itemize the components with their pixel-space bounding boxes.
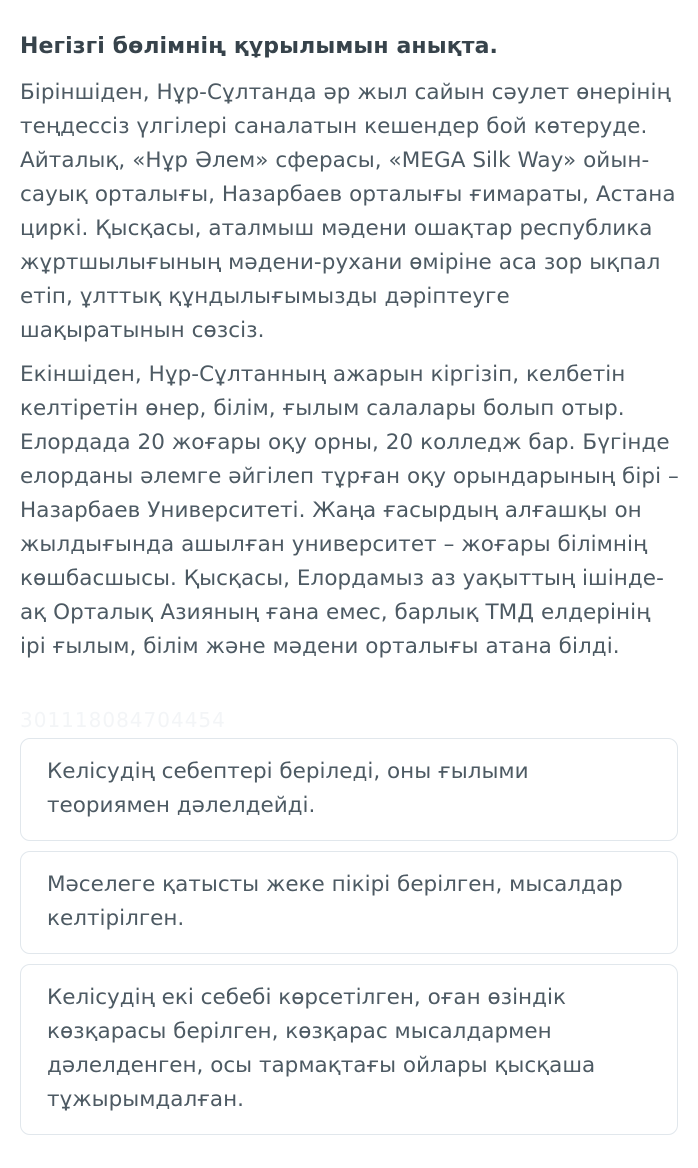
question-paragraph-2: Екіншіден, Нұр-Сұлтанның ажарын кіргізіп, келбетін келтіретін өнер, білім, ғылым салалары болып отыр. Елордада 20 жоғары оқу орны, 20 колледж бар. Бүгінде елорданы әлемге әйгілеп тұрған оқу орындарының бірі – Назарбаев Университеті. Жаңа ғасырдың алғашқы он жылдығында ашылған университет – жоғары білімнің көшбасшысы. Қысқасы, Елордамыз аз уақыттың ішінде-ақ Орталық Азияның ғана емес, барлық ТМД елдерінің ірі ғылым, білім және мәдени орталығы атана білді.	[20, 362, 679, 659]
question-paragraph-1: Біріншіден, Нұр-Сұлтанда әр жыл сайын сәулет өнерінің теңдессіз үлгілері саналатын кешендер бой көтеруде. Айталық, «Нұр Әлем» сферасы, «MEGA Silk Way» ойын-сауық орталығы, Назарбаев орталығы ғимараты, Астана циркі. Қысқасы, аталмыш мәдени ошақтар республика жұртшылығының мәдени-рухани өміріне аса зор ықпал етіп, ұлттық құндылығымызды дәріптеуге шақыратынын сөзсіз.	[20, 80, 676, 343]
answer-options	[20, 738, 678, 1145]
answer-option-1[interactable]	[20, 738, 678, 841]
answer-option-text: Келісудің себептері беріледі, оны ғылыми теориямен дәлелдейді.	[47, 759, 529, 818]
answer-option-text: Келісудің екі себебі көрсетілген, оған өзіндік көзқарасы берілген, көзқарас мысалдармен дәлелденген, осы тармақтағы ойлары қысқаша тұжырымдалған.	[47, 985, 596, 1112]
question-content	[20, 30, 680, 674]
question-title: Негізгі бөлімнің құрылымын анықта.	[20, 34, 499, 59]
answer-option-text: Мәселеге қатысты жеке пікірі берілген, мысалдар келтірілген.	[47, 872, 623, 931]
answer-option-3[interactable]	[20, 964, 678, 1135]
answer-option-2[interactable]	[20, 851, 678, 954]
watermark-text: 301118084704454	[20, 708, 226, 732]
